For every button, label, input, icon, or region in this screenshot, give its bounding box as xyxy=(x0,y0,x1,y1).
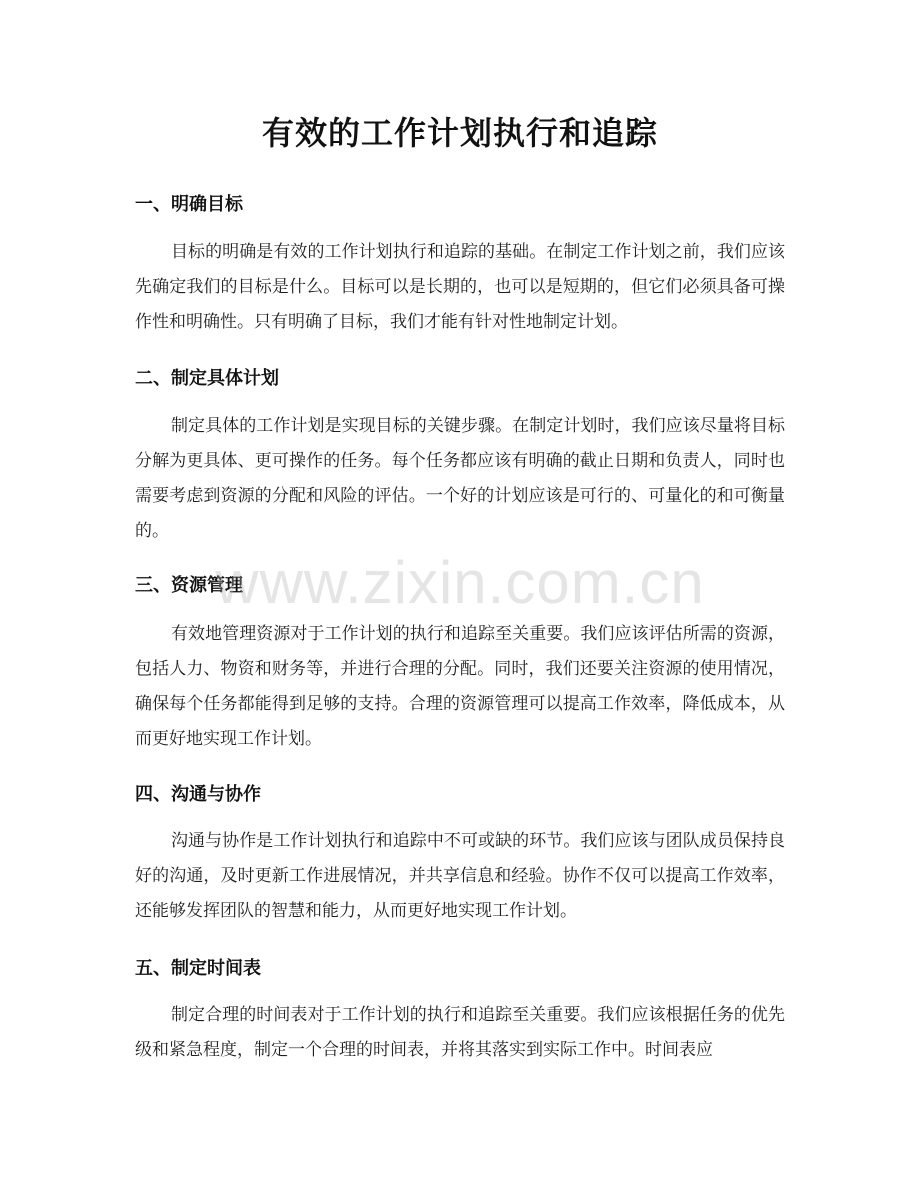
section-body-4: 沟通与协作是工作计划执行和追踪中不可或缺的环节。我们应该与团队成员保持良好的沟通，及时更新工作进展情况，并共享信息和经验。协作不仅可以提高工作效率，还能够发挥团队的智慧和能力，从而更好地实现工作计划。 xyxy=(135,831,785,921)
section-heading-1: 一、明确目标 xyxy=(135,194,243,215)
section-heading-5: 五、制定时间表 xyxy=(135,958,261,979)
section-heading-3: 三、资源管理 xyxy=(135,575,243,596)
section-body-5: 制定合理的时间表对于工作计划的执行和追踪至关重要。我们应该根据任务的优先级和紧急程度，制定一个合理的时间表，并将其落实到实际工作中。时间表应 xyxy=(135,1005,785,1060)
section-body-2: 制定具体的工作计划是实现目标的关键步骤。在制定计划时，我们应该尽量将目标分解为更具体、更可操作的任务。每个任务都应该有明确的截止日期和负责人，同时也需要考虑到资源的分配和风险的评估。一个好的计划应该是可行的、可量化的和可衡量的。 xyxy=(135,416,785,541)
section-heading-2: 二、制定具体计划 xyxy=(135,368,279,389)
document-title: 有效的工作计划执行和追踪 xyxy=(261,114,658,152)
section-body-1: 目标的明确是有效的工作计划执行和追踪的基础。在制定工作计划之前，我们应该先确定我们的目标是什么。目标可以是长期的，也可以是短期的，但它们必须具备可操作性和明确性。只有明确了目标，我们才能有针对性地制定计划。 xyxy=(135,242,785,332)
section-body-3: 有效地管理资源对于工作计划的执行和追踪至关重要。我们应该评估所需的资源，包括人力、物资和财务等，并进行合理的分配。同时，我们还要关注资源的使用情况，确保每个任务都能得到足够的支持。合理的资源管理可以提高工作效率，降低成本，从而更好地实现工作计划。 xyxy=(135,624,785,749)
watermark: www.zixin.com.cn xyxy=(215,549,705,616)
section-heading-4: 四、沟通与协作 xyxy=(135,784,261,805)
